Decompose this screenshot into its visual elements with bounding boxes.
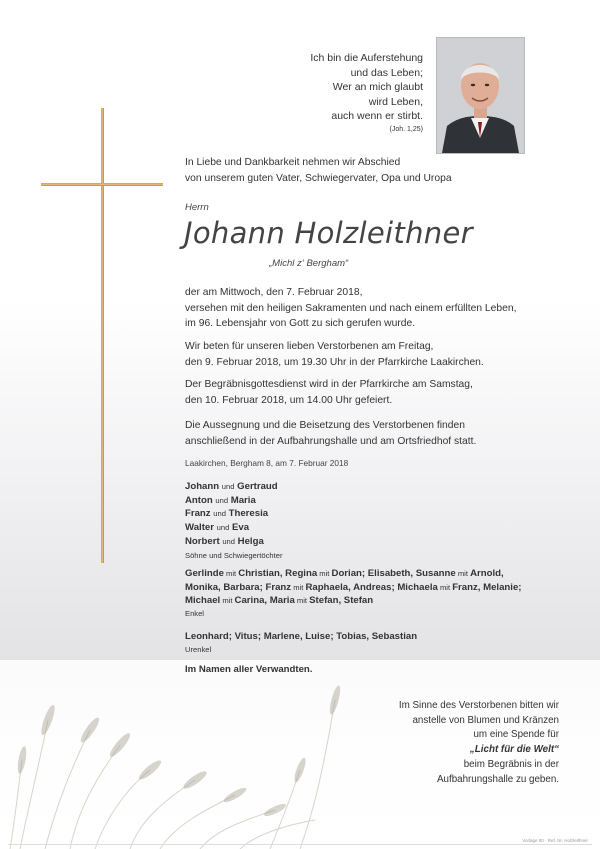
quote-line: wird Leben,	[368, 95, 423, 108]
cross-vertical-bar	[101, 108, 104, 563]
grandchildren-list	[185, 567, 585, 620]
intro-text	[185, 155, 545, 186]
list-item: Johann und Gertraud	[185, 481, 278, 492]
grandchildren-line-1: Gerlinde mit Christian, Regina mit Dorian; Elisabeth, Susanne mit Arnold,	[185, 568, 504, 579]
quote-line: Ich bin die Auferstehung	[310, 52, 423, 64]
salutation: Herrn	[185, 202, 209, 213]
text-line: Aufbahrungshalle zu geben.	[436, 773, 559, 785]
text-line: den 10. Februar 2018, um 14.00 Uhr gefeiert.	[185, 394, 393, 406]
great-grandchildren-names: Leonhard; Vitus; Marlene, Luise; Tobias, Sebastian	[185, 631, 418, 642]
text-line: anschließend in der Aufbahrungshalle und am Ortsfriedhof statt.	[185, 435, 477, 447]
list-item: Norbert und Helga	[185, 535, 264, 547]
quote-reference: (Joh. 1,25)	[389, 125, 423, 133]
portrait-illustration	[437, 38, 524, 153]
text-line: im 96. Lebensjahr von Gott zu sich gerufen wurde.	[185, 318, 416, 330]
deceased-nickname: „Michl z‘ Bergham“	[269, 258, 349, 269]
text-line: Im Sinne des Verstorbenen bitten wir	[398, 700, 559, 711]
text-line: anstelle von Blumen und Kränzen	[412, 714, 559, 726]
text-line: versehen mit den heiligen Sakramenten und nach einem erfüllten Leben,	[185, 302, 517, 314]
bible-quote	[183, 51, 423, 135]
list-item: Franz und Theresia	[185, 508, 269, 520]
list-item: Anton und Maria	[185, 494, 256, 506]
intro-line-2: von unserem guten Vater, Schwiegervater, Opa und Uropa	[185, 172, 452, 184]
donation-request	[299, 699, 559, 787]
burial-paragraph	[185, 418, 575, 449]
text-line: um eine Spende für	[473, 729, 559, 741]
cross-horizontal-bar	[41, 183, 163, 186]
death-paragraph	[185, 285, 575, 332]
children-list	[185, 480, 565, 562]
prayer-paragraph	[185, 339, 575, 370]
relationship-label: Urenkel	[185, 644, 212, 654]
relationship-label: Söhne und Schwiegertöchter	[185, 550, 283, 560]
text-line: Der Begräbnisgottesdienst wird in der Pfarrkirche am Samstag,	[185, 379, 473, 390]
charity-name: „Licht für die Welt“	[469, 744, 559, 756]
quote-line: auch wenn er stirbt.	[331, 110, 423, 123]
text-line: der am Mittwoch, den 7. Februar 2018,	[185, 287, 363, 298]
list-item: Walter und Eva	[185, 522, 250, 534]
grandchildren-line-2: Monika, Barbara; Franz mit Raphaela, Andreas; Michaela mit Franz, Melanie;	[185, 581, 522, 593]
text-line: Wir beten für unseren lieben Verstorbenen am Freitag,	[185, 341, 434, 352]
quote-line: und das Leben;	[350, 66, 423, 79]
relationship-label: Enkel	[185, 609, 204, 619]
text-line: Die Aussegnung und die Beisetzung des Verstorbenen finden	[185, 420, 465, 431]
funeral-paragraph	[185, 377, 575, 408]
text-line: den 9. Februar 2018, um 19.30 Uhr in der Pfarrkirche Laakirchen.	[185, 356, 484, 368]
quote-line: Wer an mich glaubt	[332, 81, 423, 94]
footer-mark: Vorlage 80 · Ref. Nr. Holzleithner	[522, 838, 588, 843]
deceased-name: Johann Holzleithner	[184, 216, 473, 250]
closing-line: Im Namen aller Verwandten.	[185, 664, 313, 675]
bottom-divider	[8, 844, 592, 845]
grandchildren-line-3: Michael mit Carina, Maria mit Stefan, Stefan	[185, 595, 374, 607]
great-grandchildren-list	[185, 630, 585, 656]
place-and-date: Laakirchen, Bergham 8, am 7. Februar 2018	[185, 458, 349, 468]
portrait-photo	[436, 37, 525, 154]
intro-line-1: In Liebe und Dankbarkeit nehmen wir Abschied	[185, 157, 401, 168]
text-line: beim Begräbnis in der	[463, 758, 559, 770]
